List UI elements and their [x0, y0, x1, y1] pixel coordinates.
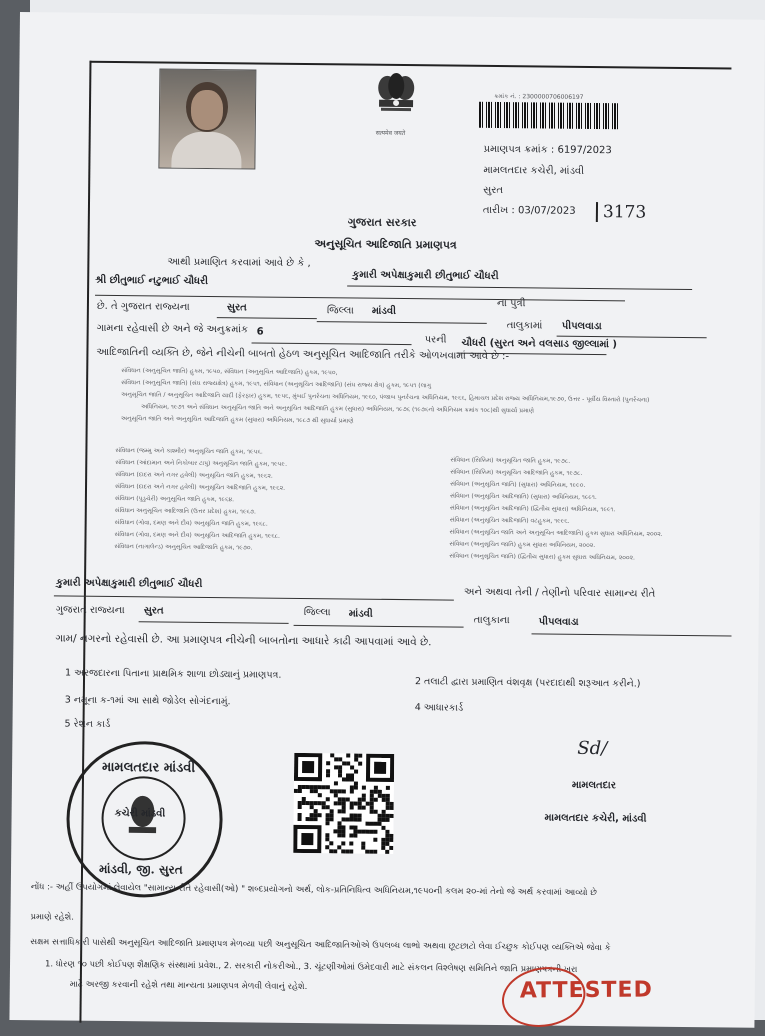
document-item: 1 અરજદારના પિતાના પ્રાથમિક શાળા છોડ્યાનું પ્રમાણપત્ર.: [65, 667, 282, 681]
order-item: અનુસૂચિત જાતિ / અનુસૂચિત આદિજાતિ યાદી (ફેરફાર) હુકમ, ૧૯૫૬, મુંબઈ પુનર્રચના અધિનિયમ, ૧૯૬૦, પંજાબ પુનર્રચના અધિનિયમ, ૧૯૬૬, હિમાચલ પ્રદેશ રાજ્ય અધિનિયમ,૧૯૭૦, ઉત્તર - પૂર્વીય વિસ્તારો (પુનર્રચના): [120, 391, 650, 404]
issuing-city: સુરત: [483, 184, 504, 197]
order-item: સંવિધાન (અનુસૂચિત જાતિ) (સંઘ રાજ્યક્ષેત્ર) હુકમ, ૧૯૫૧, સંવિધાન (અનુસૂચિત આદિજાતિ) (સંઘ રાજ્ય ક્ષેત્ર) હુકમ, ૧૯૫૧ (લાગુ: [121, 379, 432, 390]
seal-mid-text: કચેરી માંડવી: [114, 808, 166, 820]
certificate-document: [9, 12, 765, 1028]
tribe-line: આદિજાતિની વ્યક્તિ છે, જેને નીચેની બાબતો હેઠળ અનુસૂચિત આદિજાતિ તરીકે ઓળખવામાં આવે છે :-: [96, 346, 510, 363]
district-label: જિલ્લા: [326, 305, 354, 317]
district-value: માંડવી: [371, 305, 397, 317]
caste-value: ચૌધરી (સુરત અને વલસાડ જીલ્લામાં ): [461, 337, 618, 351]
family-text: અને અથવા તેની / તેણીનો પરિવાર સામાન્ય રીતે: [463, 586, 656, 600]
qr-code: [293, 753, 394, 854]
order-item: સંવિધાન (અનુસૂચિત આદિજાતિ) વટહુકમ, ૧૯૯૬.: [449, 516, 570, 525]
order-item: સંવિધાન (દાદરા અને નગર હવેલી) અનુસૂચિત જાતિ હુકમ, ૧૯૬૨.: [115, 471, 273, 480]
order-item: સંવિધાન (અનુસૂચિત જાતિ) હુકમ સુધારા અધિનિયમ, ૨૦૦૨.: [449, 540, 596, 550]
order-item: સંવિધાન (પુડુચેરી) અનુસૂચિત જાતિ હુકમ, ૧૯૬૪.: [114, 495, 235, 504]
taluka-label: તાલુકામાં: [506, 320, 543, 332]
order-item: સંવિધાન (સિક્કિમ) અનુસૂચિત આદિજાતિ હુકમ, ૧૯૭૮.: [450, 468, 583, 477]
order-item: અનુસૂચિત જાતિ અને અનુસૂચિત આદિજાતિ હુકમ (સુધારા) અધિનિયમ, ૧૯૮૭ થી સુધાર્યા પ્રમાણે: [120, 415, 354, 425]
serial-number: ક્રમાંક નં. : 2300000706006197: [494, 92, 584, 101]
attested-stamp: ATTESTED: [519, 977, 653, 1004]
resident-line: ગામના રહેવાસી છે અને જે અનુક્રમાંક: [96, 322, 249, 336]
handwritten-number: 3173: [596, 202, 646, 223]
signature-mark: Sd/: [577, 737, 608, 760]
order-item: સંવિધાન (સિક્કિમ) અનુસૂચિત જાતિ હુકમ, ૧૯૭૮.: [450, 456, 571, 465]
resident-line-lower: ગામ/ નગરનો રહેવાસી છે. આ પ્રમાણપત્ર નીચેની બાબતોના આધારે કાઢી આપવામાં આવે છે.: [55, 632, 432, 649]
seal-bottom-text: માંડવી, જી. સુરત: [98, 861, 183, 877]
applicant-name: કુમારી અપેક્ષાકુમારી છીતુભાઈ ચૌધરી: [352, 269, 499, 283]
taluka-value: પીપલવાડા: [561, 320, 602, 333]
national-emblem-icon: [371, 70, 422, 131]
document-item: 4 આધારકાર્ડ: [414, 702, 464, 714]
taluka-value-lower: પીપલવાડા: [538, 616, 579, 628]
district-label-lower: જિલ્લા: [303, 607, 331, 619]
order-item: સંવિધાન (અનુસૂચિત જાતિ) હુકમ, ૧૯૫૦, સંવિધાન (અનુસૂચિત આદિજાતિ) હુકમ, ૧૯૫૦,: [121, 367, 338, 377]
document-item: 5 રેશન કાર્ડ: [64, 718, 111, 730]
applicant-photo: [158, 68, 256, 169]
footer-note: માટે અરજી કરવાની રહેશે તથા માન્યતા પ્રમાણપત્ર મેળવી લેવાનું રહેશે.: [69, 979, 308, 993]
document-item: 2 તલાટી દ્વારા પ્રમાણિત વંશવૃક્ષ (પરદાદાથી શરૂઆત કરીને.): [414, 676, 641, 690]
caste-label: પરની: [424, 334, 447, 346]
order-item: સંવિધાન (ગોવા, દમણ અને દીવ) અનુસૂચિત જાતિ હુકમ, ૧૯૬૮.: [114, 519, 268, 528]
signatory-title: મામલતદાર: [571, 779, 616, 792]
government-title: ગુજરાત સરકાર: [347, 215, 417, 230]
barcode: [479, 102, 619, 129]
sequence-number: 6: [256, 326, 264, 338]
state-label-lower: ગુજરાત રાજ્યના: [55, 604, 125, 617]
body-intro: આથી પ્રમાણિત કરવામાં આવે છે કે ,: [167, 256, 311, 270]
orders-right-list: [449, 455, 663, 565]
order-item: સંવિધાન (આંદામાન અને નિકોબાર ટાપુ) અનુસૂચિત જાતિ હુકમ, ૧૯૫૯.: [115, 459, 288, 468]
footer-note: પ્રમાણે રહેશે.: [30, 912, 74, 923]
certificate-title: અનુસૂચિત આદિજાતિ પ્રમાણપત્ર: [314, 237, 457, 252]
office-seal: [66, 741, 224, 899]
city-value-lower: સુરત: [143, 605, 164, 617]
order-item: સંવિધાન અનુસૂચિત આદિજાતિ (ઉત્તર પ્રદેશ) હુકમ, ૧૯૬૭.: [114, 507, 257, 516]
order-item: સંવિધાન (અનુસૂચિત જાતિ) (દ્વિતીય સુધારા) હુકમ સુધારા અધિનિયમ, ૨૦૦૨.: [449, 552, 635, 562]
applicant-name-lower: કુમારી અપેક્ષાકુમારી છીતુભાઈ ચૌધરી: [55, 577, 203, 590]
orders-left-list: [114, 445, 287, 555]
emblem-caption: सत्यमेव जयते: [375, 129, 406, 138]
district-value-lower: માંડવી: [348, 608, 373, 620]
footer-note: 1. ધોરણ ૧૦ પછી કોઈપણ શૈક્ષણિક સંસ્થામાં પ્રવેશ., 2. સરકારી નોકરીઓ., 3. ચૂંટણીઓમાં ઉમેદવારી માટે સંકલન વિશ્લેષણ સમિતિને જાતિ પ્રમાણપત્રની ખરા: [44, 959, 578, 975]
signatory-office: મામલતદાર કચેરી, માંડવી: [544, 812, 647, 825]
seal-top-text: મામલતદાર માંડવી: [102, 759, 196, 776]
order-item: સંવિધાન (અનુસૂચિત જાતિ) (સુધારા) અધિનિયમ, ૧૯૯૦.: [450, 480, 586, 489]
footer-note: નોંધ :- અહીં ઉપયોગમાં લેવાયેલ "સામાન્ય રીતે રહેવાસી(ઓ) " શબ્દપ્રયોગનો અર્થ, લોક-પ્રતિનિધિત્વ અધિનિયમ,૧૯૫૦ની કલમ ૨૦-માં તેનો જે અર્થ કરવામાં આવ્યો છે: [30, 882, 597, 899]
order-item: સંવિધાન (અનુસૂચિત આદિજાતિ) (સુધારા) અધિનિયમ, ૧૯૯૧.: [449, 492, 597, 502]
father-name: શ્રી છીતુભાઈ નટુભાઈ ચૌધરી: [95, 274, 209, 287]
order-item: સંવિધાન (ગોવા, દમણ અને દીવ) અનુસૂચિત આદિજાતિ હુકમ, ૧૯૬૮.: [114, 531, 281, 540]
footer-note: સક્ષમ સત્તાધિકારી પાસેથી અનુસૂચિત આદિજાતિ પ્રમાણપત્ર મેળવ્યા પછી અનુસૂચિત આદિજાતિઓએ ઉપલબ્ધ લાભો અથવા છૂટછાટો લેવા ઈચ્છુક કોઈપણ વ્યક્તિએ જેવા કે: [30, 937, 611, 954]
order-item: સંવિધાન (અનુસૂચિત જાતિ અને અનુસૂચિત આદિજાતિ) હુકમ સુધારા અધિનિયમ, ૨૦૦૨.: [449, 528, 663, 538]
city-value: સુરત: [226, 302, 247, 314]
order-item: સંવિધાન (દાદરા અને નગર હવેલી) અનુસૂચિત આદિજાતિ હુકમ, ૧૯૬૨.: [114, 483, 286, 492]
issuing-office: મામલતદાર કચેરી, માંડવી: [483, 164, 585, 177]
order-item: અધિનિયમ, ૧૯૭૧ અને સંવિધાન અનુસૂચિત જાતિ અને અનુસૂચિત આદિજાતિ હુકમ (સુધારા) અધિનિયમ, ૧૯૭૬ (૧૯૭૬નો અધિનિયમ ક્રમાંક ૧૦૮)થી સુધાર્યા પ્રમાણે: [140, 403, 535, 415]
state-label: છે. તે ગુજરાત રાજ્યના: [96, 300, 190, 313]
orders-top-list: [121, 365, 650, 431]
order-item: સંવિધાન (નાગાલેન્ડ) અનુસૂચિત આદિજાતિ હુકમ, ૧૯૭૦.: [114, 543, 253, 552]
issue-date: તારીખ : 03/07/2023: [482, 204, 576, 217]
taluka-label-lower: તાલુકાના: [473, 614, 510, 627]
relation-label: ના પુત્રી: [496, 298, 526, 310]
document-item: 3 નમૂના ક-૧માં આ સાથે જોડેલ સોગંદનામું.: [64, 694, 231, 708]
certificate-number: પ્રમાણપત્ર ક્રમાંક : 6197/2023: [483, 143, 612, 157]
order-item: સંવિધાન (અનુસૂચિત આદિજાતિ) (દ્વિતીય સુધારા) અધિનિયમ, ૧૯૯૧.: [449, 504, 616, 514]
order-item: સંવિધાન (જમ્મુ અને કાશ્મીર) અનુસૂચિત જાતિ હુકમ, ૧૯૫૬.: [115, 447, 263, 456]
